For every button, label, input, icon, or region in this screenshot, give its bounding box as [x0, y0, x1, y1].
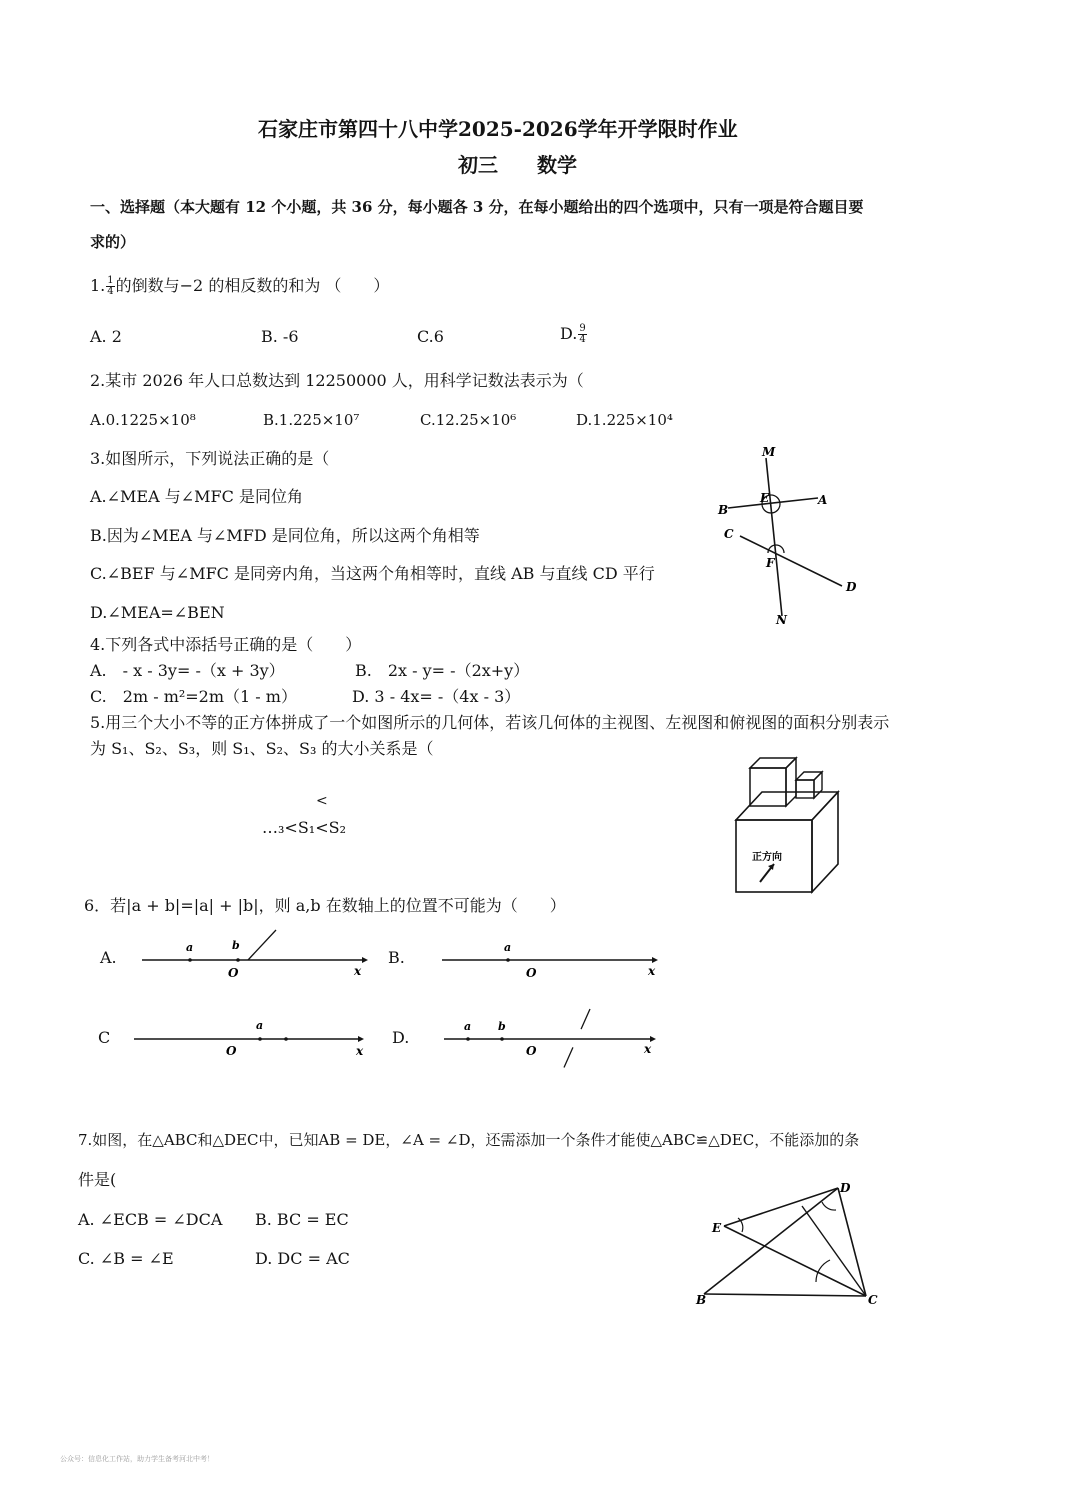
q3-option-a[interactable]: A.∠MEA 与∠MFC 是同位角: [90, 487, 303, 506]
q6d-label-x: x: [644, 1042, 652, 1056]
small-cube-side: [814, 772, 822, 798]
q7-label-c: C: [868, 1293, 878, 1307]
q7-figure: [690, 1180, 890, 1310]
q6a-label-a: a: [186, 941, 194, 954]
q3-option-b[interactable]: B.因为∠MEA 与∠MFD 是同位角，所以这两个角相等: [90, 526, 480, 545]
q6c-label-a: a: [256, 1019, 264, 1032]
q3-label-a: A: [818, 493, 828, 507]
q3-stem: 3.如图所示，下列说法正确的是（: [90, 449, 330, 468]
q1-option-d-fraction: [578, 324, 586, 345]
q7-option-d[interactable]: D. DC = AC: [255, 1249, 350, 1268]
point-c-a: [258, 1037, 262, 1041]
q1-option-a[interactable]: A. 2: [90, 327, 122, 346]
q1-stem-text: 的倒数与−2 的相反数的和为 （ ）: [115, 276, 390, 295]
q5-stem-line1: 5.用三个大小不等的正方体拼成了一个如图所示的几何体，若该几何体的主视图、左视图和俯视图的面积分别表示: [90, 713, 890, 732]
q5-direction-label: 正方向: [752, 852, 782, 863]
q1-number: 1.: [90, 276, 106, 295]
q2-stem: 2.某市 2026 年人口总数达到 12250000 人，用科学记数法表示为（: [90, 371, 584, 390]
q6d-label-a: a: [464, 1020, 472, 1033]
q6b-label-x: x: [648, 964, 656, 978]
q6a-mark-line: [248, 930, 276, 960]
q2-option-b[interactable]: B.1.225×10⁷: [263, 411, 360, 429]
q3-label-d: D: [846, 580, 857, 594]
q6b-label-o: O: [526, 966, 537, 980]
q6d-label-o: O: [526, 1044, 537, 1058]
point-a-a: [188, 958, 192, 962]
mid-cube-side: [786, 758, 796, 806]
line-cd: [740, 536, 842, 586]
q3-label-f: F: [766, 556, 775, 570]
point-b-a: [506, 958, 510, 962]
q3-label-b: B: [718, 503, 729, 517]
footer-note: 公众号：信息化工作站，助力学生备考河北中考！: [60, 1455, 214, 1463]
q6a-label-b: b: [232, 939, 240, 952]
q1-d-num: 9: [579, 323, 586, 334]
q6-numberline-a: [140, 925, 370, 985]
q6-numberline-d: [440, 1005, 670, 1085]
q6a-label-o: O: [228, 966, 239, 980]
q6c-label-x: x: [356, 1044, 364, 1058]
q6-option-c-label[interactable]: C: [98, 1028, 111, 1047]
q1-option-b[interactable]: B. -6: [261, 327, 299, 346]
q5-partial-option-2[interactable]: …₃<S₁<S₂: [262, 818, 346, 837]
q3-option-c[interactable]: C.∠BEF 与∠MFC 是同旁内角，当这两个角相等时，直线 AB 与直线 CD 平行: [90, 564, 655, 583]
segment-ac: [802, 1206, 866, 1296]
axis-c-arrow: [358, 1036, 364, 1042]
segment-dc: [838, 1188, 866, 1296]
q3-label-n: N: [776, 613, 787, 627]
small-cube-front: [796, 780, 814, 798]
q4-option-d[interactable]: D. 3 - 4x= -（4x - 3）: [352, 687, 521, 706]
q6d-mark-line: [558, 1009, 590, 1081]
section-heading-line1: 一、选择题（本大题有 12 个小题，共 36 分，每小题各 3 分，在每小题给出的四个选项中，只有一项是符合题目要: [90, 198, 864, 216]
q1-stem: [90, 276, 389, 297]
q7-option-a[interactable]: A. ∠ECB = ∠DCA: [78, 1210, 223, 1229]
q7-stem-line2: 件是(: [78, 1170, 117, 1189]
q1-option-d-label: D.: [560, 324, 578, 343]
q1-fraction: [106, 276, 114, 297]
q1-d-den: 4: [579, 334, 586, 345]
q3-label-m: M: [762, 445, 776, 459]
big-cube-side: [812, 792, 838, 892]
q4-option-b[interactable]: B. 2x - y= -（2x+y）: [355, 661, 530, 680]
angle-mark-d: [822, 1202, 836, 1210]
q3-label-e: E: [760, 491, 770, 505]
q5-partial-option-1[interactable]: <: [316, 793, 328, 809]
subject-label: 数学: [537, 153, 577, 177]
q7-label-b: B: [696, 1293, 707, 1307]
point-d-b: [500, 1037, 504, 1041]
angle-mark-c: [816, 1260, 830, 1282]
q4-option-a[interactable]: A. - x - 3y= -（x + 3y）: [90, 661, 285, 680]
q1-frac-den: 4: [107, 286, 114, 297]
q3-figure: [700, 440, 880, 630]
q6c-label-o: O: [226, 1044, 237, 1058]
q3-option-d[interactable]: D.∠MEA=∠BEN: [90, 603, 225, 622]
q6a-label-x: x: [354, 964, 362, 978]
point-a-b: [236, 958, 240, 962]
q1-option-c[interactable]: C.6: [417, 327, 444, 346]
q5-figure: [718, 750, 858, 900]
q5-stem-line2: 为 S₁、S₂、S₃，则 S₁、S₂、S₃ 的大小关系是（: [90, 739, 434, 758]
q6-option-d-label[interactable]: D.: [392, 1028, 410, 1047]
q6-option-b-label[interactable]: B.: [388, 948, 405, 967]
q4-stem: 4.下列各式中添括号正确的是（ ）: [90, 635, 362, 654]
segment-bc: [704, 1294, 866, 1296]
point-c-b: [284, 1037, 288, 1041]
q1-frac-num: 1: [107, 275, 114, 286]
q7-option-c[interactable]: C. ∠B = ∠E: [78, 1249, 174, 1268]
grade-label: 初三: [458, 153, 498, 177]
q2-option-c[interactable]: C.12.25×10⁶: [420, 411, 517, 429]
section-heading-line2: 求的）: [90, 233, 136, 251]
point-d-a: [466, 1037, 470, 1041]
q6-numberline-c: [132, 1005, 372, 1065]
q4-option-c[interactable]: C. 2m - m²=2m（1 - m）: [90, 687, 297, 706]
mid-cube-top: [750, 758, 796, 768]
q1-option-d[interactable]: [560, 324, 588, 345]
q7-option-b[interactable]: B. BC = EC: [255, 1210, 349, 1229]
q2-option-d[interactable]: D.1.225×10⁴: [576, 411, 673, 429]
q7-stem-line1: 7.如图，在△ABC和△DEC中，已知AB = DE，∠A = ∠D，还需添加一个条件才能使△ABC≌△DEC，不能添加的条: [78, 1131, 860, 1149]
q6-stem: 6．若|a + b|=|a| + |b|，则 a,b 在数轴上的位置不可能为（ ）: [84, 896, 566, 915]
exam-title: 石家庄市第四十八中学2025-2026学年开学限时作业: [258, 117, 738, 141]
q6-option-a-label[interactable]: A.: [100, 948, 117, 967]
segment-bd: [704, 1188, 838, 1294]
axis-b-arrow: [652, 957, 658, 963]
q6-numberline-b: [440, 925, 670, 985]
q7-label-e: E: [712, 1221, 722, 1235]
q7-label-d: D: [840, 1181, 851, 1195]
q6d-label-b: b: [498, 1020, 506, 1033]
mid-cube-front: [750, 768, 786, 806]
line-ab: [728, 498, 818, 508]
q6b-label-a: a: [504, 941, 512, 954]
axis-a-arrow: [362, 957, 368, 963]
q2-option-a[interactable]: A.0.1225×10⁸: [90, 411, 196, 429]
line-mn: [766, 458, 782, 616]
q3-label-c: C: [724, 527, 734, 541]
